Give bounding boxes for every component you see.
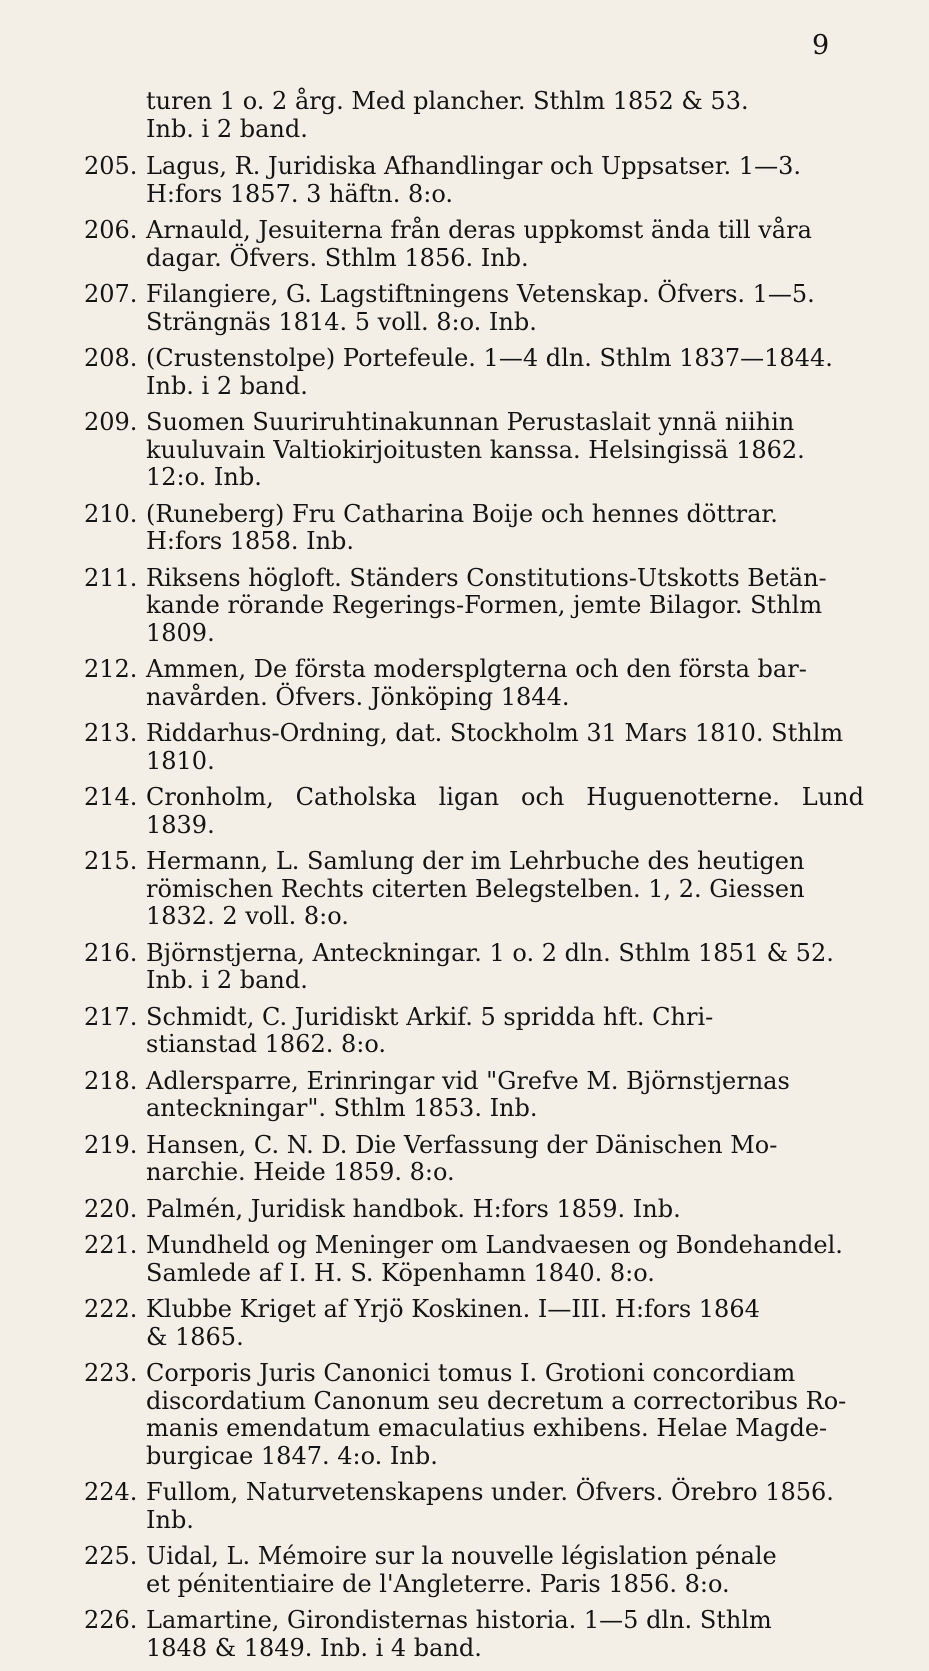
catalog-entry-215 [84,848,864,931]
entry-number: 223. [84,1359,138,1387]
catalog-entry-220 [84,1196,864,1224]
entry-text: Schmidt, C. Juridiskt Arkif. 5 spridda hft. Chri- stianstad 1862. 8:o. [146,1002,714,1058]
catalog-entry-208 [84,345,864,400]
entry-text: Palmén, Juridisk handbok. H:fors 1859. Inb. [146,1194,681,1223]
catalog-entry-206 [84,217,864,272]
entry-number: 208. [84,344,138,372]
catalog-entry-207 [84,281,864,336]
entry-text: Arnauld, Jesuiterna från deras uppkomst ända till våra dagar. Öfvers. Sthlm 1856. Inb. [146,216,812,272]
catalog-entry-212 [84,656,864,711]
page-number: 9 [812,30,830,61]
entry-number: 213. [84,719,138,747]
catalog-entry-224 [84,1479,864,1534]
entry-text: Ammen, De första modersplgterna och den första bar- navården. Öfvers. Jönköping 1844. [146,655,807,711]
entry-number: 210. [84,499,138,528]
entry-number: 214. [84,783,138,811]
entry-number: 205. [84,152,138,180]
entry-number: 220. [84,1194,138,1223]
entry-text: Adlersparre, Erinringar vid "Grefve M. Björnstjernas anteckningar". Sthlm 1853. Inb. [146,1066,790,1122]
catalog-entry-205 [84,153,864,208]
catalog-entry-223 [84,1360,864,1470]
catalog-entry-216 [84,940,864,995]
entry-number: 224. [84,1478,138,1506]
entry-text: Klubbe Kriget af Yrjö Koskinen. I—III. H:fors 1864 & 1865. [146,1295,760,1351]
entry-number: 219. [84,1130,138,1159]
catalog-entry-225 [84,1543,864,1598]
entry-text: Cronholm, Catholska ligan och Huguenotterne. Lund 1839. [146,783,872,839]
entry-number: 221. [84,1231,138,1259]
entry-text: Riddarhus-Ordning, dat. Stockholm 31 Mars 1810. Sthlm 1810. [146,719,844,775]
entry-text: (Runeberg) Fru Catharina Boije och hennes döttrar. H:fors 1858. Inb. [146,499,778,555]
entry-number: 215. [84,847,138,875]
catalog-entry-217 [84,1004,864,1059]
entry-number: 211. [84,563,138,592]
continued-entry-text: turen 1 o. 2 årg. Med plancher. Sthlm 1852 & 53. Inb. i 2 band. [146,87,749,143]
catalog-entry-218 [84,1068,864,1123]
entry-text: Suomen Suuriruhtinakunnan Perustaslait ynnä niihin kuuluvain Valtiokirjoitusten kanssa. Helsingissä 1862. 12:o. Inb. [146,408,805,491]
entry-text: Björnstjerna, Anteckningar. 1 o. 2 dln. Sthlm 1851 & 52. Inb. i 2 band. [146,938,834,994]
entry-text: Corporis Juris Canonici tomus I. Grotioni concordiam discordatium Canonum seu decretum a correctoribus Ro- manis emendatum emaculatius exhibens. Helae Magde- burgicae 1847. 4:o. Inb. [146,1359,847,1470]
entry-number: 226. [84,1606,138,1634]
entry-text: (Crustenstolpe) Portefeule. 1—4 dln. Sthlm 1837—1844. Inb. i 2 band. [146,344,833,400]
entry-text: Mundheld og Meninger om Landvaesen og Bondehandel. Samlede af I. H. S. Köpenhamn 1840. 8:o. [146,1231,843,1287]
entry-number: 212. [84,655,138,683]
entry-number: 218. [84,1066,138,1095]
catalog-entry-226 [84,1607,864,1662]
entry-number: 217. [84,1002,138,1031]
entry-text: Hermann, L. Samlung der im Lehrbuche des heutigen römischen Rechts citerten Belegstelben. 1, 2. Giessen 1832. 2 voll. 8:o. [146,847,805,930]
catalog-entry-219 [84,1132,864,1187]
catalog-entry-213 [84,720,864,775]
entry-text: Lagus, R. Juridiska Afhandlingar och Uppsatser. 1—3. H:fors 1857. 3 häftn. 8:o. [146,152,801,208]
catalog-entry-210 [84,501,864,556]
entry-text: Riksens högloft. Ständers Constitutions-Utskotts Betän- kande rörande Regerings-Formen, jemte Bilagor. Sthlm 1809. [146,563,827,647]
entry-number: 225. [84,1542,138,1570]
catalog-entry-211 [84,565,864,648]
catalog-entry-221 [84,1232,864,1287]
entry-number: 209. [84,408,138,436]
entry-number: 222. [84,1295,138,1323]
entry-text: Fullom, Naturvetenskapens under. Öfvers. Örebro 1856. Inb. [146,1478,834,1534]
catalog-entry-209 [84,409,864,492]
entry-text: Filangiere, G. Lagstiftningens Vetenskap. Öfvers. 1—5. Strängnäs 1814. 5 voll. 8:o. Inb. [146,280,815,336]
entry-text: Lamartine, Girondisternas historia. 1—5 dln. Sthlm 1848 & 1849. Inb. i 4 band. [146,1606,772,1662]
entry-text: Hansen, C. N. D. Die Verfassung der Dänischen Mo- narchie. Heide 1859. 8:o. [146,1130,778,1186]
entry-number: 206. [84,216,138,244]
catalog-entry-222 [84,1296,864,1351]
entry-number: 216. [84,938,138,967]
catalog-entry-214 [84,783,872,839]
catalog-entries [84,87,872,1671]
continued-entry [84,88,864,143]
entry-text: Uidal, L. Mémoire sur la nouvelle législation pénale et pénitentiaire de l'Angleterre. Paris 1856. 8:o. [146,1542,777,1598]
entry-number: 207. [84,280,138,308]
